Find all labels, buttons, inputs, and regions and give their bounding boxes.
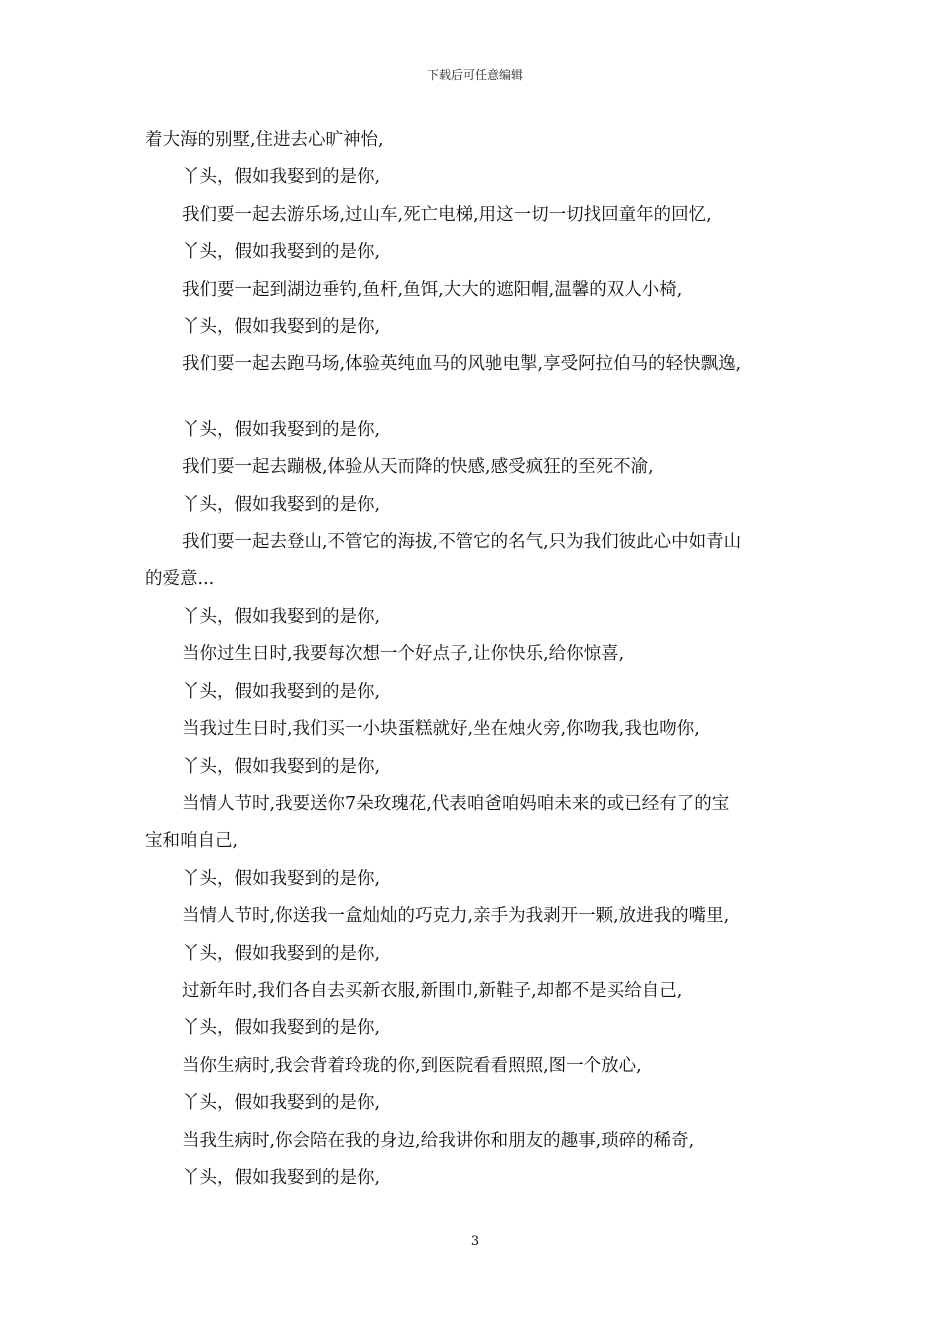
- text-line: 丫头，假如我娶到的是你,: [182, 1167, 381, 1188]
- text-line: 我们要一起去游乐场,过山车,死亡电梯,用这一切一切找回童年的回忆,: [182, 204, 712, 225]
- text-line: 当我过生日时,我们买一小块蛋糕就好,坐在烛火旁,你吻我,我也吻你,: [182, 719, 700, 740]
- text-line: 我们要一起去登山,不管它的海拔,不管它的名气,只为我们彼此心中如青山: [182, 532, 742, 553]
- text-line: 丫头，假如我娶到的是你,: [182, 419, 381, 440]
- text-line: 我们要一起去跑马场,体验英纯血马的风驰电掣,享受阿拉伯马的轻快飘逸,: [182, 354, 742, 375]
- text-line: 丫头，假如我娶到的是你,: [182, 494, 381, 515]
- text-line: 我们要一起到湖边垂钓,鱼杆,鱼饵,大大的遮阳帽,温馨的双人小椅,: [182, 279, 683, 300]
- text-line: 丫头，假如我娶到的是你,: [182, 756, 381, 777]
- text-line: 丫头，假如我娶到的是你,: [182, 1093, 381, 1114]
- text-line: 丫头，假如我娶到的是你,: [182, 868, 381, 889]
- text-line: 宝和咱自己,: [145, 831, 239, 852]
- page-header: 下载后可任意编辑: [426, 68, 523, 82]
- text-line: 我们要一起去蹦极,体验从天而降的快感,感受疯狂的至死不渝,: [182, 457, 654, 478]
- page-number: 3: [470, 1234, 480, 1249]
- text-line: 丫头，假如我娶到的是你,: [182, 317, 381, 338]
- text-line: 当情人节时,我要送你7朵玫瑰花,代表咱爸咱妈咱未来的或已经有了的宝: [182, 793, 730, 814]
- text-line: 当情人节时,你送我一盒灿灿的巧克力,亲手为我剥开一颗,放进我的嘴里,: [182, 906, 730, 927]
- text-line: 丫头，假如我娶到的是你,: [182, 681, 381, 702]
- text-line: 丫头，假如我娶到的是你,: [182, 1018, 381, 1039]
- text-line: 丫头，假如我娶到的是你,: [182, 606, 381, 627]
- text-line: 当你生病时,我会背着玲珑的你,到医院看看照照,图一个放心,: [182, 1055, 642, 1076]
- text-line: 过新年时,我们各自去买新衣服,新围巾,新鞋子,却都不是买给自己,: [182, 980, 683, 1001]
- document-body: [145, 122, 810, 1197]
- text-line: 丫头，假如我娶到的是你,: [182, 242, 381, 263]
- text-line: 的爱意...: [145, 569, 215, 590]
- text-line: 着大海的别墅,住进去心旷神怡,: [145, 130, 384, 150]
- text-line: 当我生病时,你会陪在我的身边,给我讲你和朋友的趣事,琐碎的稀奇,: [182, 1130, 695, 1151]
- text-line: 丫头，假如我娶到的是你,: [182, 167, 381, 188]
- text-line: 当你过生日时,我要每次想一个好点子,让你快乐,给你惊喜,: [182, 644, 625, 665]
- paragraph-gap: [145, 384, 810, 412]
- text-line: 丫头，假如我娶到的是你,: [182, 943, 381, 964]
